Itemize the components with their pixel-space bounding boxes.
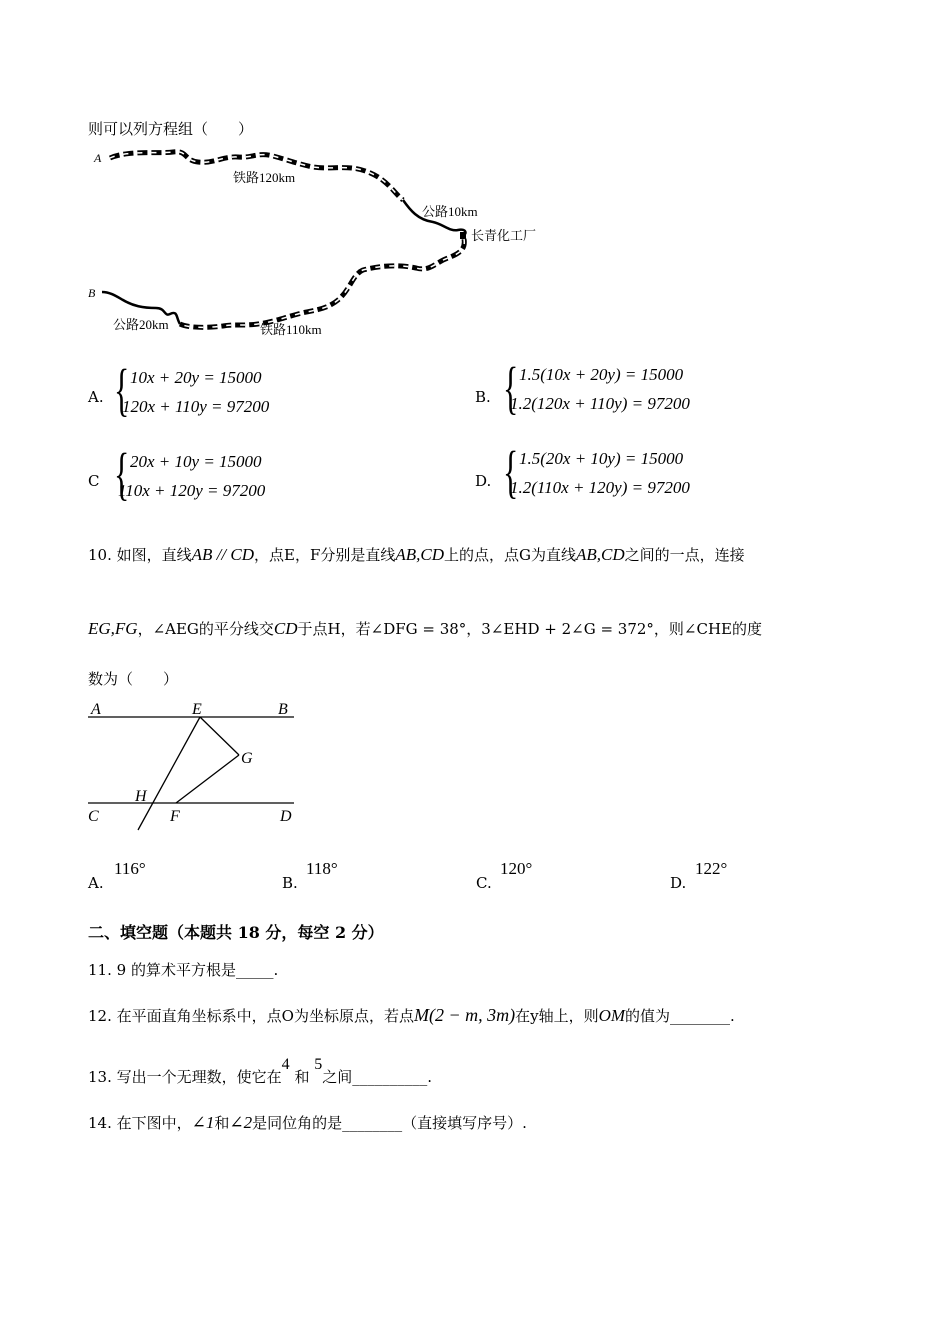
q12: 12. 在平面直角坐标系中，点O为坐标原点，若点M(2 − m, 3m)在y轴上，则OM的值为________. [88,1005,735,1025]
q9-stem-tail: 则可以列方程组（ ） [88,120,254,138]
line-eh [138,717,200,830]
label-f: F [170,808,180,825]
map-point-b: B [88,286,96,300]
label-b: B [278,701,288,718]
label-a: A [91,701,101,718]
railway-map-figure [88,142,648,357]
label-g: G [241,750,253,767]
factory-marker [460,232,466,239]
parallel-lines-figure [82,697,312,832]
label-h: H [135,788,147,805]
map-point-a: A [94,151,102,165]
q10-line1: 10. 如图，直线AB // CD，点E，F分别是直线AB,CD上的点，点G为直线AB,CD之间的一点，连接 [88,545,745,564]
q14: 14. 在下图中，∠1和∠2是同位角的是________（直接填写序号）. [88,1113,527,1132]
section-title: 二、填空题（本题共 18 分，每空 2 分） [88,923,384,942]
road-bottom-label: 公路20km [113,317,169,332]
rail-bottom-label: 铁路110km [260,322,322,337]
q10-line2: EG,FG，∠AEG的平分线交CD于点H，若∠DFG = 38°，3∠EHD + 2∠G = 372°，则∠CHE的度 [88,619,762,638]
label-d: D [280,808,292,825]
factory-label: 长青化工厂 [471,228,537,243]
q10-line3: 数为（ ） [88,670,179,688]
label-e: E [192,701,202,718]
line-eg [200,717,239,755]
rail-top-label: 铁路120km [233,170,296,185]
q13: 13. 写出一个无理数，使它在4 和 5之间__________. [88,1056,433,1086]
rail-route-bottom [180,239,464,327]
q11: 11. 9 的算术平方根是_____. [88,961,279,979]
label-c: C [88,808,99,825]
road-top-label: 公路10km [422,204,478,219]
line-fg [176,755,239,803]
